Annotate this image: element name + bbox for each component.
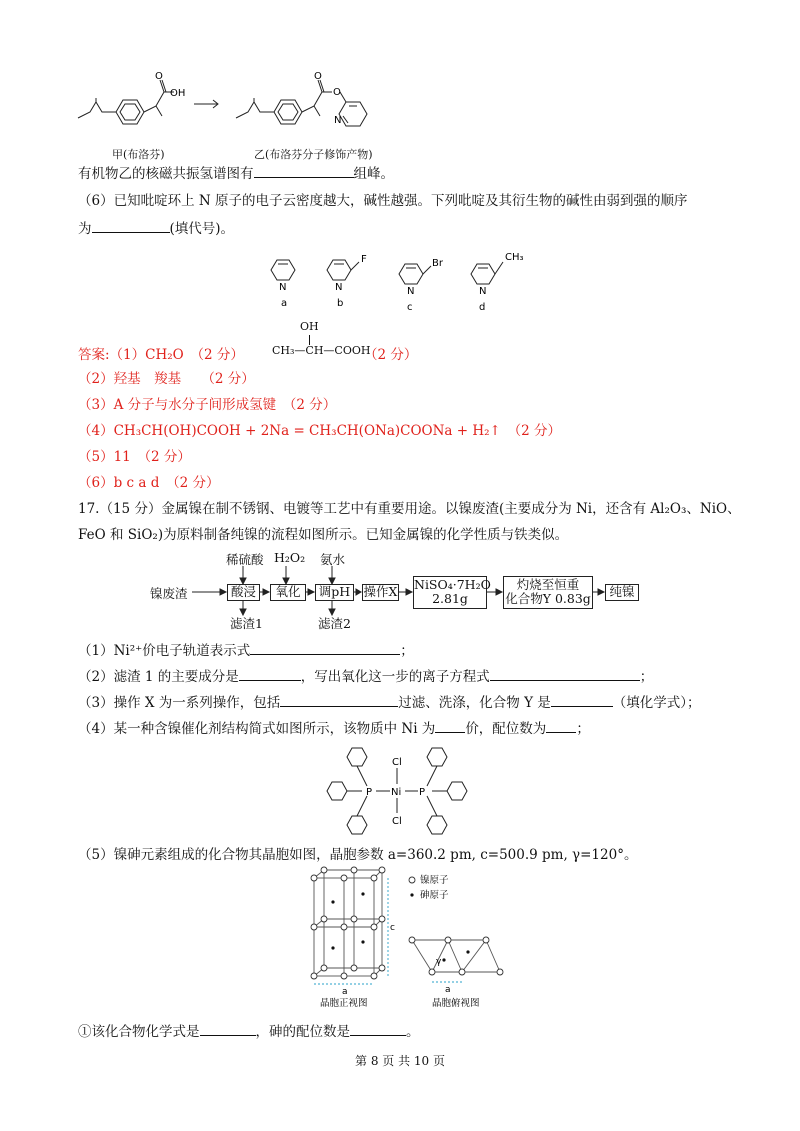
nickel-center: Ni — [391, 787, 402, 798]
flow-reagent-h2o2: H₂O₂ — [274, 550, 306, 565]
pyridine-n: N — [407, 286, 415, 297]
oh-group: OH — [300, 320, 319, 333]
answer-blank[interactable] — [350, 1022, 406, 1036]
cell-c-label: c — [390, 923, 395, 933]
answer-blank[interactable] — [490, 667, 640, 681]
answer-blank[interactable] — [435, 719, 465, 733]
gamma-label: γ — [436, 957, 442, 967]
phosphorus-right: P — [419, 787, 426, 798]
methyl-label: CH₃ — [505, 252, 524, 263]
q17-sub3: （3）操作 X 为一系列操作，包括 过滤、洗涤，化合物 Y 是 （填化学式）； — [78, 695, 701, 711]
flow-step-acid-leach: 酸浸 — [227, 584, 260, 601]
oh-label: OH — [170, 88, 186, 99]
o-ester-label: O — [333, 87, 341, 98]
pyridine-n: N — [279, 282, 287, 293]
o-label: O — [155, 71, 163, 82]
option-d: d — [479, 302, 486, 313]
crystal-cell-figure — [300, 866, 520, 1010]
answer-blank[interactable] — [280, 693, 398, 707]
flow-reagent-ammonia: 氨水 — [320, 552, 346, 567]
q6-line1: （6）已知吡啶环上 N 原子的电子云密度越大，碱性越强。下列吡啶及其衍生物的碱性由弱到强的顺序 — [78, 193, 688, 209]
page-footer: 第 8 页 共 10 页 — [355, 1054, 445, 1068]
flow-residue-1: 滤渣1 — [230, 616, 263, 631]
nickel-complex-structure — [322, 740, 472, 840]
q17-line1: 17.（15 分）金属镍在制不锈钢、电镀等工艺中有重要用途。以镍废渣(主要成分为 Ni，还含有 Al₂O₃、NiO、 — [78, 501, 741, 517]
pyridine-n: N — [335, 282, 343, 293]
answer-blank[interactable] — [250, 641, 400, 655]
option-b: b — [337, 298, 344, 309]
flow-step-calcine: 灼烧至恒重 化合物Y 0.83g — [503, 576, 593, 609]
flow-step-pure-nickel: 纯镍 — [605, 584, 639, 601]
answer-blank[interactable] — [200, 1022, 256, 1036]
answer-blank[interactable] — [551, 693, 613, 707]
pyridine-structures — [265, 248, 565, 318]
n-label: N — [334, 115, 342, 126]
q17-sub1: （1）Ni²⁺价电子轨道表示式 ； — [78, 643, 414, 659]
answer-blank[interactable] — [546, 719, 576, 733]
q5-line: 有机物乙的核磁共振氢谱图有 组峰。 — [78, 166, 394, 182]
legend-nickel: 镍原子 — [420, 875, 449, 886]
flow-start: 镍废渣 — [150, 586, 188, 601]
flow-step-adjust-ph: 调pH — [315, 584, 354, 601]
answer-1: 答案:（1）CH₂O （2 分） — [78, 347, 244, 363]
chloride-bottom: Cl — [392, 816, 402, 827]
answer-blank[interactable] — [254, 164, 354, 178]
caption-top-view: 晶胞俯视图 — [432, 998, 480, 1009]
q17-line2: FeO 和 SiO₂)为原料制备纯镍的流程如图所示。已知金属镍的化学性质与铁类似。 — [78, 527, 569, 543]
phosphorus-left: P — [366, 787, 373, 798]
legend-arsenic: 砷原子 — [420, 890, 449, 901]
q17-sub5: （5）镍砷元素组成的化合物其晶胞如图，晶胞参数 a=360.2 pm, c=500.9 pm, γ=120°。 — [78, 847, 638, 863]
answer-1-score: （2 分） — [364, 347, 418, 363]
option-a: a — [281, 298, 288, 309]
pyridine-n: N — [479, 286, 487, 297]
answer-blank[interactable] — [239, 667, 301, 681]
answer-2: （2）羟基 羧基 （2 分） — [78, 371, 255, 387]
q6-line2: 为 (填代号)。 — [78, 221, 235, 237]
flow-reagent-acid: 稀硫酸 — [226, 552, 264, 567]
process-flowchart — [150, 548, 650, 630]
cell-a-label: a — [342, 987, 348, 997]
q17-sub5-1: ①该化合物化学式是 ，砷的配位数是 。 — [78, 1024, 420, 1040]
answer-4: （4）CH₃CH(OH)COOH + 2Na = CH₃CH(ONa)COONa + H₂↑ （2 分） — [78, 423, 561, 439]
caption-front-view: 晶胞正视图 — [320, 998, 368, 1009]
q17-sub4: （4）某一种含镍催化剂结构简式如图所示，该物质中 Ni 为 价，配位数为 ； — [78, 721, 590, 737]
fluoro-label: F — [361, 254, 367, 265]
answer-5: （5）11 （2 分） — [78, 449, 191, 465]
q17-sub2: （2）滤渣 1 的主要成分是 ，写出氧化这一步的离子方程式 ； — [78, 669, 654, 685]
flow-residue-2: 滤渣2 — [318, 616, 351, 631]
answer-6: （6）b c a d （2 分） — [78, 475, 220, 491]
lactic-acid-chain: CH₃—CH—COOH — [272, 344, 371, 357]
label-jia: 甲(布洛芬) — [112, 148, 165, 161]
option-c: c — [407, 302, 413, 313]
chloride-top: Cl — [392, 757, 402, 768]
flow-step-nickel-sulfate: NiSO₄·7H₂O 2.81g — [413, 576, 487, 609]
answer-3: （3）A 分子与水分子间形成氢键 （2 分） — [78, 397, 337, 413]
label-yi: 乙(布洛芬分子修饰产物) — [254, 148, 373, 161]
bromo-label: Br — [432, 258, 443, 269]
cell-a-label-top: a — [445, 985, 451, 995]
o-label-2: O — [314, 71, 322, 82]
answer-blank[interactable] — [92, 219, 170, 233]
flow-step-oxidize: 氧化 — [270, 584, 306, 601]
flow-step-operation-x: 操作X — [363, 584, 398, 599]
